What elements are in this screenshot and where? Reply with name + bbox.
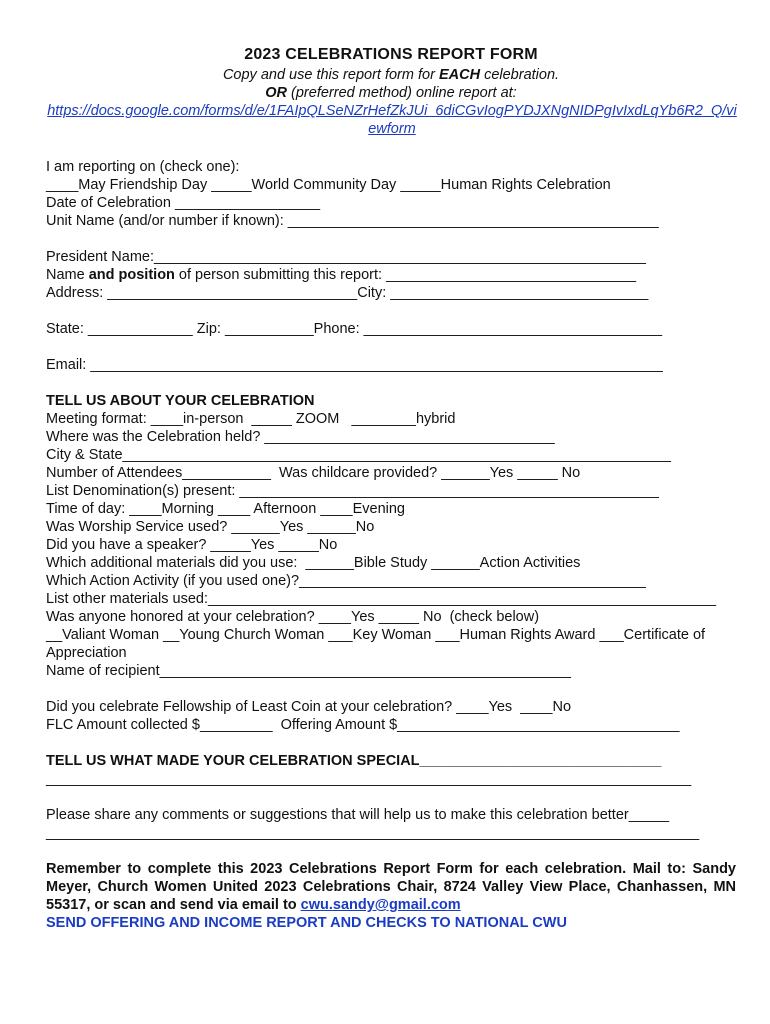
submitter-label-bold: and position bbox=[88, 267, 175, 283]
action-activity-field[interactable]: Which Action Activity (if you used one)?___________________________________________ bbox=[46, 573, 646, 589]
contact-email-link[interactable]: cwu.sandy@gmail.com bbox=[300, 897, 461, 913]
report-form-page bbox=[46, 46, 736, 932]
other-materials-field[interactable]: List other materials used:_______________________________________________________________ bbox=[46, 591, 717, 607]
special-heading-text: TELL US WHAT MADE YOUR CELEBRATION SPECIAL bbox=[46, 753, 420, 769]
online-report-text: (preferred method) online report at: bbox=[287, 85, 517, 101]
celebration-type-options[interactable]: ____May Friendship Day _____World Community Day _____Human Rights Celebration bbox=[46, 177, 611, 193]
worship-service-field[interactable]: Was Worship Service used? ______Yes ______No bbox=[46, 519, 375, 535]
unit-name-field[interactable]: Unit Name (and/or number if known): ______________________________________________ bbox=[46, 213, 659, 229]
speaker-field[interactable]: Did you have a speaker? _____Yes _____No bbox=[46, 537, 338, 553]
city-state-field[interactable]: City & State____________________________________________________________________ bbox=[46, 447, 671, 463]
celebration-location-field[interactable]: Where was the Celebration held? ____________________________________ bbox=[46, 429, 555, 445]
mailing-reminder bbox=[46, 860, 736, 914]
special-section-heading[interactable] bbox=[46, 752, 736, 770]
celebration-section-heading: TELL US ABOUT YOUR CELEBRATION bbox=[46, 393, 315, 409]
denominations-field[interactable]: List Denomination(s) present: ____________________________________________________ bbox=[46, 483, 659, 499]
copy-instruction-each: EACH bbox=[438, 67, 481, 83]
submitter-label-c: of person submitting this report: _______________________________ bbox=[174, 267, 637, 283]
offering-notice: SEND OFFERING AND INCOME REPORT AND CHECKS TO NATIONAL CWU bbox=[46, 915, 567, 931]
flc-amounts-field[interactable]: FLC Amount collected $_________ Offering Amount $___________________________________ bbox=[46, 717, 680, 733]
meeting-format-field[interactable]: Meeting format: ____in-person _____ ZOOM ________hybrid bbox=[46, 411, 456, 427]
honored-field[interactable]: Was anyone honored at your celebration? ____Yes _____ No (check below) bbox=[46, 609, 540, 625]
submitter-label-a: Name bbox=[46, 267, 89, 283]
mailing-reminder-text: Remember to complete this 2023 Celebrations Report Form for each celebration. Mail to: Sandy Meyer, Church Women United 2023 Celebrations Chair, 8724 Valley View Place, Chanhassen, MN 55317, or scan and send via email to bbox=[46, 861, 736, 913]
special-answer-line[interactable]: ________________________________________________________________________________ bbox=[46, 771, 692, 787]
copy-instruction-a: Copy and use this report form for bbox=[222, 67, 439, 83]
comments-answer-line[interactable]: _________________________________________________________________________________ bbox=[46, 825, 700, 841]
state-zip-phone-field[interactable]: State: _____________ Zip: ___________Phone: _____________________________________ bbox=[46, 321, 663, 337]
time-of-day-field[interactable]: Time of day: ____Morning ____ Afternoon ____Evening bbox=[46, 501, 405, 517]
reporting-intro: I am reporting on (check one): bbox=[46, 159, 240, 175]
comments-field[interactable]: Please share any comments or suggestions that will help us to make this celebration better_____ bbox=[46, 807, 670, 823]
honor-type-options[interactable]: __Valiant Woman __Young Church Woman ___Key Woman ___Human Rights Award ___Certificate of Appreciation bbox=[46, 627, 709, 661]
online-report-or: OR bbox=[265, 85, 288, 101]
online-report-instruction bbox=[46, 84, 736, 102]
email-field[interactable]: Email: _______________________________________________________________________ bbox=[46, 357, 663, 373]
attendees-childcare-field[interactable]: Number of Attendees___________ Was childcare provided? ______Yes _____ No bbox=[46, 465, 581, 481]
form-title: 2023 CELEBRATIONS REPORT FORM bbox=[244, 46, 538, 63]
online-report-link[interactable]: https://docs.google.com/forms/d/e/1FAIpQLSeNZrHefZkJUi_6diCGvIogPYDJXNgNIDPgIvIxdLqYb6R2_Q/viewform bbox=[47, 103, 737, 137]
submitter-name-field[interactable] bbox=[46, 266, 736, 284]
recipient-name-field[interactable]: Name of recipient___________________________________________________ bbox=[46, 663, 571, 679]
address-city-field[interactable]: Address: _______________________________City: ________________________________ bbox=[46, 285, 649, 301]
special-heading-blank[interactable]: ______________________________ bbox=[419, 753, 662, 769]
celebration-date-field[interactable]: Date of Celebration __________________ bbox=[46, 195, 321, 211]
additional-materials-field[interactable]: Which additional materials did you use: ______Bible Study ______Action Activities bbox=[46, 555, 581, 571]
copy-instruction bbox=[46, 66, 736, 84]
president-name-field[interactable]: President Name:_____________________________________________________________ bbox=[46, 249, 646, 265]
copy-instruction-c: celebration. bbox=[480, 67, 560, 83]
flc-celebrated-field[interactable]: Did you celebrate Fellowship of Least Coin at your celebration? ____Yes ____No bbox=[46, 699, 572, 715]
